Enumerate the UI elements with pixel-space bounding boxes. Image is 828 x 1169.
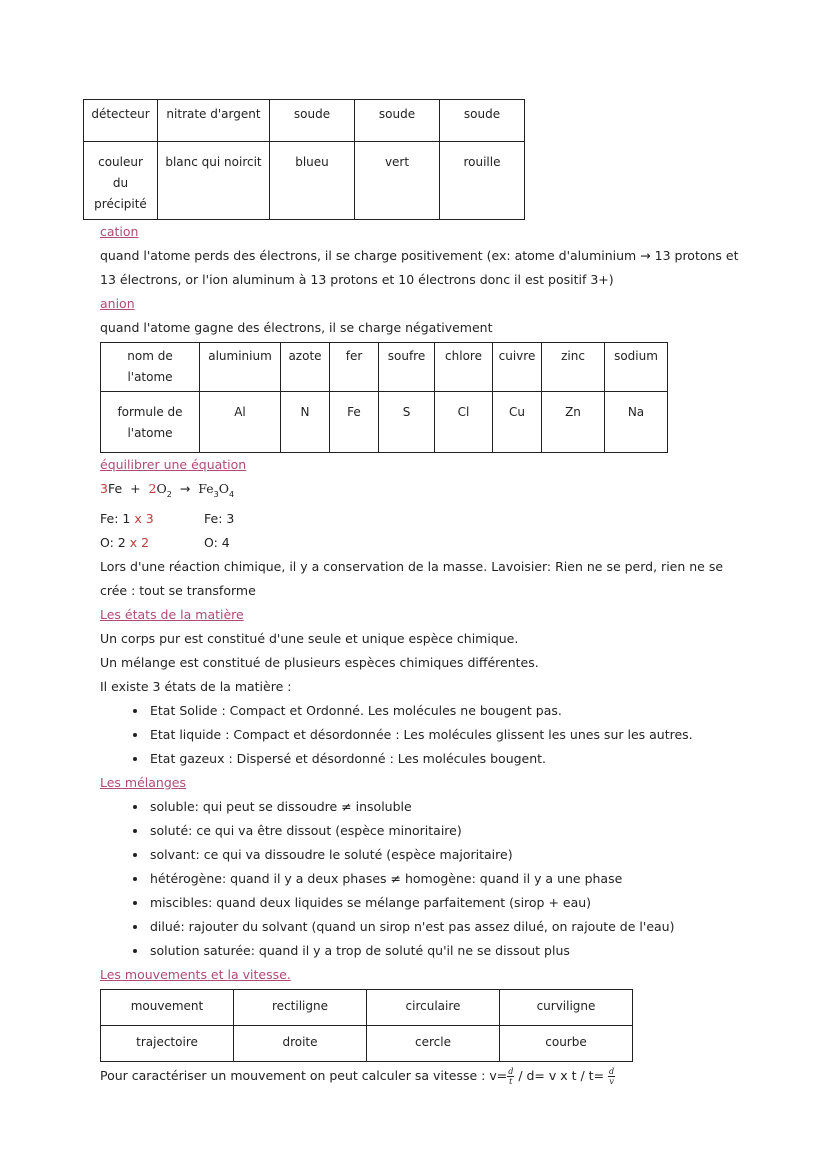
table-cell: zinc <box>542 343 605 392</box>
list-item: • solution saturée: quand il y a trop de soluté qu'il ne se dissout plus <box>148 939 740 963</box>
mouvements-heading: Les mouvements et la vitesse. <box>100 967 291 982</box>
fraction-numerator: d <box>508 1067 514 1076</box>
table-cell: cercle <box>367 1026 500 1062</box>
list-item: • hétérogène: quand il y a deux phases ≠ homogène: quand il y a une phase <box>148 867 740 891</box>
table-cell: S <box>379 392 435 453</box>
melanges-heading: Les mélanges <box>100 775 186 790</box>
table-cell: Al <box>200 392 281 453</box>
count-multiplier: x 2 <box>129 535 150 550</box>
table-cell: formule de l'atome <box>101 392 200 453</box>
table-cell: sodium <box>605 343 668 392</box>
table-cell: aluminium <box>200 343 281 392</box>
list-item: • Etat gazeux : Dispersé et désordonné : Les molécules bougent. <box>148 747 740 771</box>
table-cell: Zn <box>542 392 605 453</box>
paragraph: Il existe 3 états de la matière : <box>100 679 292 694</box>
table-cell: soude <box>355 100 440 142</box>
table-cell: azote <box>281 343 330 392</box>
fraction-denominator: v <box>609 1077 614 1086</box>
anion-heading: anion <box>100 296 135 311</box>
count-multiplier: x 3 <box>134 511 154 526</box>
equation-subscript: 3 <box>213 490 219 499</box>
table-cell: rouille <box>440 142 525 220</box>
table-cell: fer <box>330 343 379 392</box>
atomes-table <box>100 342 668 453</box>
table-cell: nitrate d'argent <box>158 100 270 142</box>
table-cell: cuivre <box>493 343 542 392</box>
table-cell: droite <box>234 1026 367 1062</box>
table-row <box>101 343 668 392</box>
table-cell: nom de l'atome <box>101 343 200 392</box>
list-item: • Etat liquide : Compact et désordonnée : Les molécules glissent les unes sur les autres. <box>148 723 740 747</box>
etats-heading: Les états de la matière <box>100 607 244 622</box>
paragraph: Un corps pur est constitué d'une seule et unique espèce chimique. <box>100 631 519 646</box>
table-cell: chlore <box>435 343 493 392</box>
table-cell: rectiligne <box>234 990 367 1026</box>
fraction-numerator: d <box>609 1067 615 1076</box>
count-label: O: 4 <box>204 535 230 550</box>
anion-text: quand l'atome gagne des électrons, il se charge négativement <box>100 320 493 335</box>
equation-arrow: → <box>179 481 191 496</box>
formula-text: / d= v x t / t= <box>514 1068 609 1083</box>
chemical-equation <box>100 477 740 507</box>
fraction-denominator: t <box>509 1077 513 1086</box>
list-item: • Etat Solide : Compact et Ordonné. Les molécules ne bougent pas. <box>148 699 740 723</box>
table-row <box>84 142 525 220</box>
table-cell: mouvement <box>101 990 234 1026</box>
list-item: • soluté: ce qui va être dissout (espèce minoritaire) <box>148 819 740 843</box>
table-cell: soude <box>270 100 355 142</box>
equation-term: O <box>218 481 229 496</box>
atom-count-fe <box>100 507 740 531</box>
formula-text: Pour caractériser un mouvement on peut calculer sa vitesse : v= <box>100 1068 508 1083</box>
cation-text: quand l'atome perds des électrons, il se charge positivement (ex: atome d'aluminium → 13 protons et 13 électrons, or l'ion aluminum à 13 protons et 10 électrons donc il est positif 3+) <box>100 248 739 287</box>
equation-subscript: 2 <box>166 490 172 499</box>
list-item: • miscibles: quand deux liquides se mélange parfaitement (sirop + eau) <box>148 891 740 915</box>
melanges-list <box>100 795 740 963</box>
mouvements-table <box>100 989 633 1062</box>
vitesse-formula <box>100 1064 740 1088</box>
table-cell: Fe <box>330 392 379 453</box>
equation-term: Fe <box>107 481 123 496</box>
list-item: • solvant: ce qui va dissoudre le soluté (espèce majoritaire) <box>148 843 740 867</box>
conservation-text: Lors d'une réaction chimique, il y a conservation de la masse. Lavoisier: Rien ne se perd, rien ne se crée : tout se transforme <box>100 559 724 598</box>
table-cell: soufre <box>379 343 435 392</box>
table-row <box>101 990 633 1026</box>
equation-term: O <box>156 481 167 496</box>
count-label: Fe: 3 <box>204 511 235 526</box>
count-label: O: 2 <box>100 535 126 550</box>
table-cell: curviligne <box>500 990 633 1026</box>
table-cell: blueu <box>270 142 355 220</box>
table-cell: Cu <box>493 392 542 453</box>
table-cell: détecteur <box>84 100 158 142</box>
equation-plus: + <box>130 481 141 496</box>
fraction-d-over-v <box>608 1067 615 1086</box>
equation-subscript: 4 <box>228 490 235 499</box>
table-cell: couleur du précipité <box>84 142 158 220</box>
equation-heading: équilibrer une équation <box>100 457 247 472</box>
table-cell: courbe <box>500 1026 633 1062</box>
table-cell: blanc qui noircit <box>158 142 270 220</box>
table-cell: trajectoire <box>101 1026 234 1062</box>
list-item: • soluble: qui peut se dissoudre ≠ insoluble <box>148 795 740 819</box>
table-cell: N <box>281 392 330 453</box>
table-cell: soude <box>440 100 525 142</box>
reactifs-table <box>83 99 525 220</box>
count-label: Fe: 1 <box>100 511 131 526</box>
table-cell: Cl <box>435 392 493 453</box>
table-row <box>101 392 668 453</box>
list-item: • dilué: rajouter du solvant (quand un sirop n'est pas assez dilué, on rajoute de l'eau) <box>148 915 740 939</box>
table-row <box>84 100 525 142</box>
table-row <box>101 1026 633 1062</box>
table-cell: vert <box>355 142 440 220</box>
cation-heading: cation <box>100 224 139 239</box>
equation-coefficient: 3 <box>100 481 108 496</box>
paragraph: Un mélange est constitué de plusieurs espèces chimiques différentes. <box>100 655 539 670</box>
table-cell: Na <box>605 392 668 453</box>
etats-list <box>100 699 740 771</box>
atom-count-o <box>100 531 740 555</box>
page-content <box>91 99 740 1088</box>
table-cell: circulaire <box>367 990 500 1026</box>
equation-term: Fe <box>198 481 214 496</box>
equation-coefficient: 2 <box>148 481 157 496</box>
